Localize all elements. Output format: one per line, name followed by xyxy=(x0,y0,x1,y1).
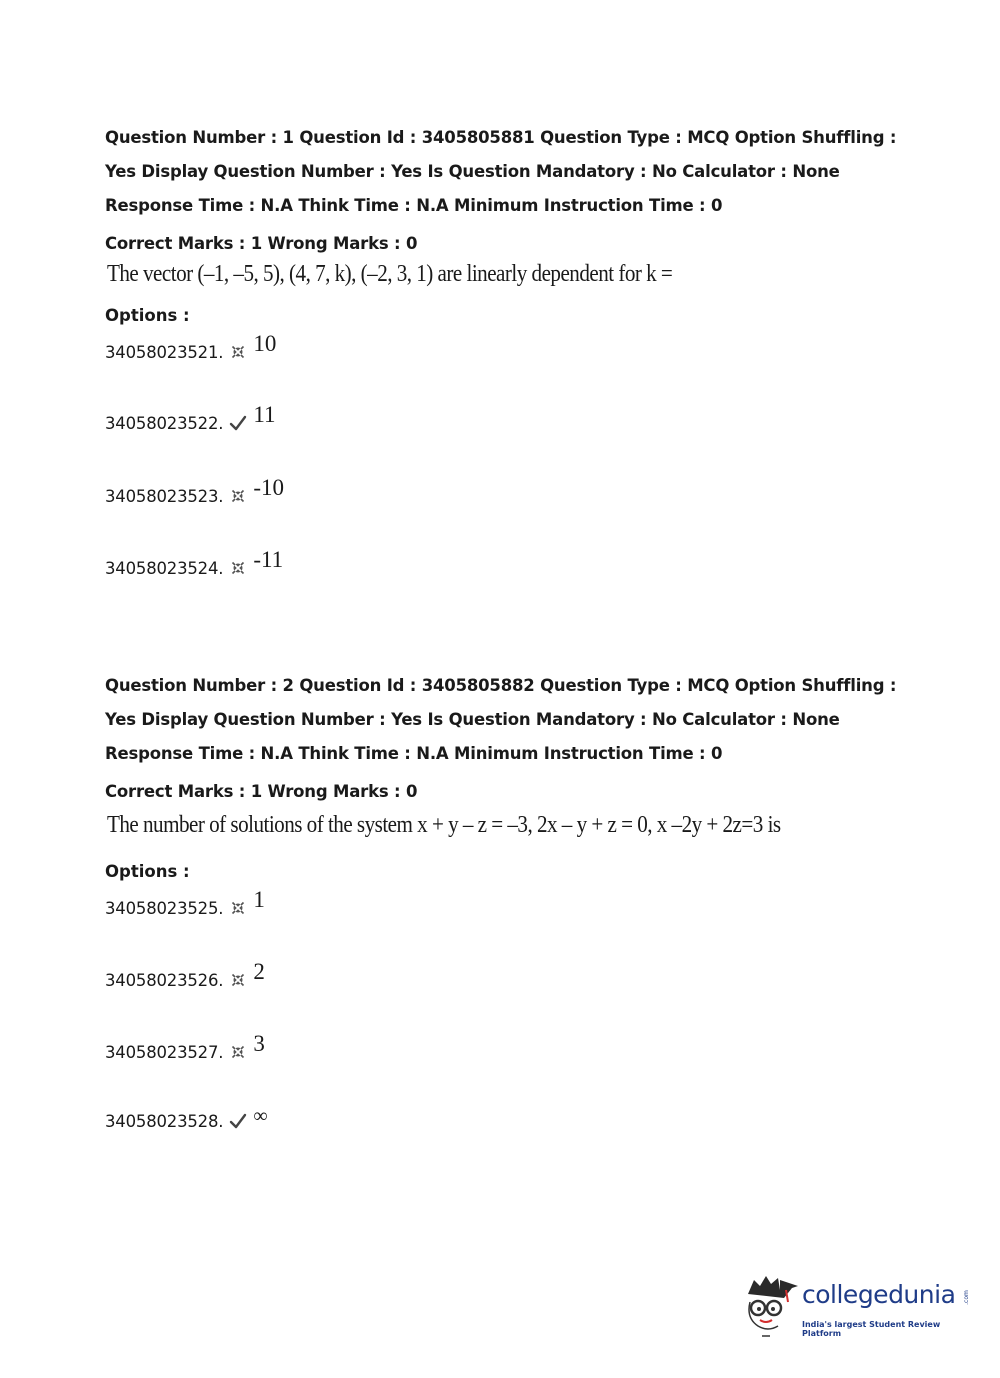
collegedunia-logo xyxy=(740,1272,970,1342)
option-id: 34058023525. xyxy=(105,899,224,918)
cross-icon xyxy=(229,487,247,505)
cross-icon xyxy=(229,1043,247,1061)
cross-icon xyxy=(229,899,247,917)
option-value: 1 xyxy=(253,887,265,912)
question-marks: Correct Marks : 1 Wrong Marks : 0 xyxy=(105,234,418,253)
question-marks: Correct Marks : 1 Wrong Marks : 0 xyxy=(105,782,418,801)
logo-suffix: .com xyxy=(962,1290,970,1305)
logo-tagline: India's largest Student Review Platform xyxy=(802,1320,941,1338)
option-value: 10 xyxy=(253,331,277,356)
options-label: Options : xyxy=(105,862,190,881)
option-id: 34058023521. xyxy=(105,343,224,362)
question-text: The number of solutions of the system x + y – z = –3, 2x – y + z = 0, x –2y + 2z=3 is xyxy=(107,812,781,838)
student-mascot-icon xyxy=(740,1272,802,1340)
option-id: 34058023526. xyxy=(105,971,224,990)
question-meta: Question Number : 2 Question Id : 3405805882 Question Type : MCQ Option Shuffling : Yes Display Question Number : Yes Is Question Mandatory : No Calculator : None Response Time : N.A Think Time : N.A Minimum Instruction Time : 0 xyxy=(105,676,897,763)
option-row xyxy=(105,475,284,506)
option-row xyxy=(105,331,277,362)
question-text: The vector (–1, –5, 5), (4, 7, k), (–2, 3, 1) are linearly dependent for k = xyxy=(107,261,673,287)
question-meta: Question Number : 1 Question Id : 3405805881 Question Type : MCQ Option Shuffling : Yes Display Question Number : Yes Is Question Mandatory : No Calculator : None Response Time : N.A Think Time : N.A Minimum Instruction Time : 0 xyxy=(105,128,897,215)
option-value: 2 xyxy=(253,959,265,984)
option-row xyxy=(105,959,265,990)
option-id: 34058023524. xyxy=(105,559,224,578)
option-value: -10 xyxy=(253,475,284,500)
option-id: 34058023528. xyxy=(105,1112,224,1131)
check-icon xyxy=(229,414,247,432)
check-icon xyxy=(229,1112,247,1130)
option-row xyxy=(105,1031,265,1062)
option-row xyxy=(105,1105,268,1131)
option-id: 34058023527. xyxy=(105,1043,224,1062)
option-id: 34058023523. xyxy=(105,487,224,506)
cross-icon xyxy=(229,971,247,989)
logo-name: collegedunia xyxy=(802,1280,956,1309)
option-value: ∞ xyxy=(253,1105,268,1127)
option-value: 11 xyxy=(253,402,276,427)
option-row xyxy=(105,547,284,578)
option-value: 3 xyxy=(253,1031,265,1056)
cross-icon xyxy=(229,343,247,361)
options-label: Options : xyxy=(105,306,190,325)
option-row xyxy=(105,887,265,918)
option-value: -11 xyxy=(253,547,284,572)
option-id: 34058023522. xyxy=(105,414,224,433)
cross-icon xyxy=(229,559,247,577)
option-row xyxy=(105,402,276,433)
